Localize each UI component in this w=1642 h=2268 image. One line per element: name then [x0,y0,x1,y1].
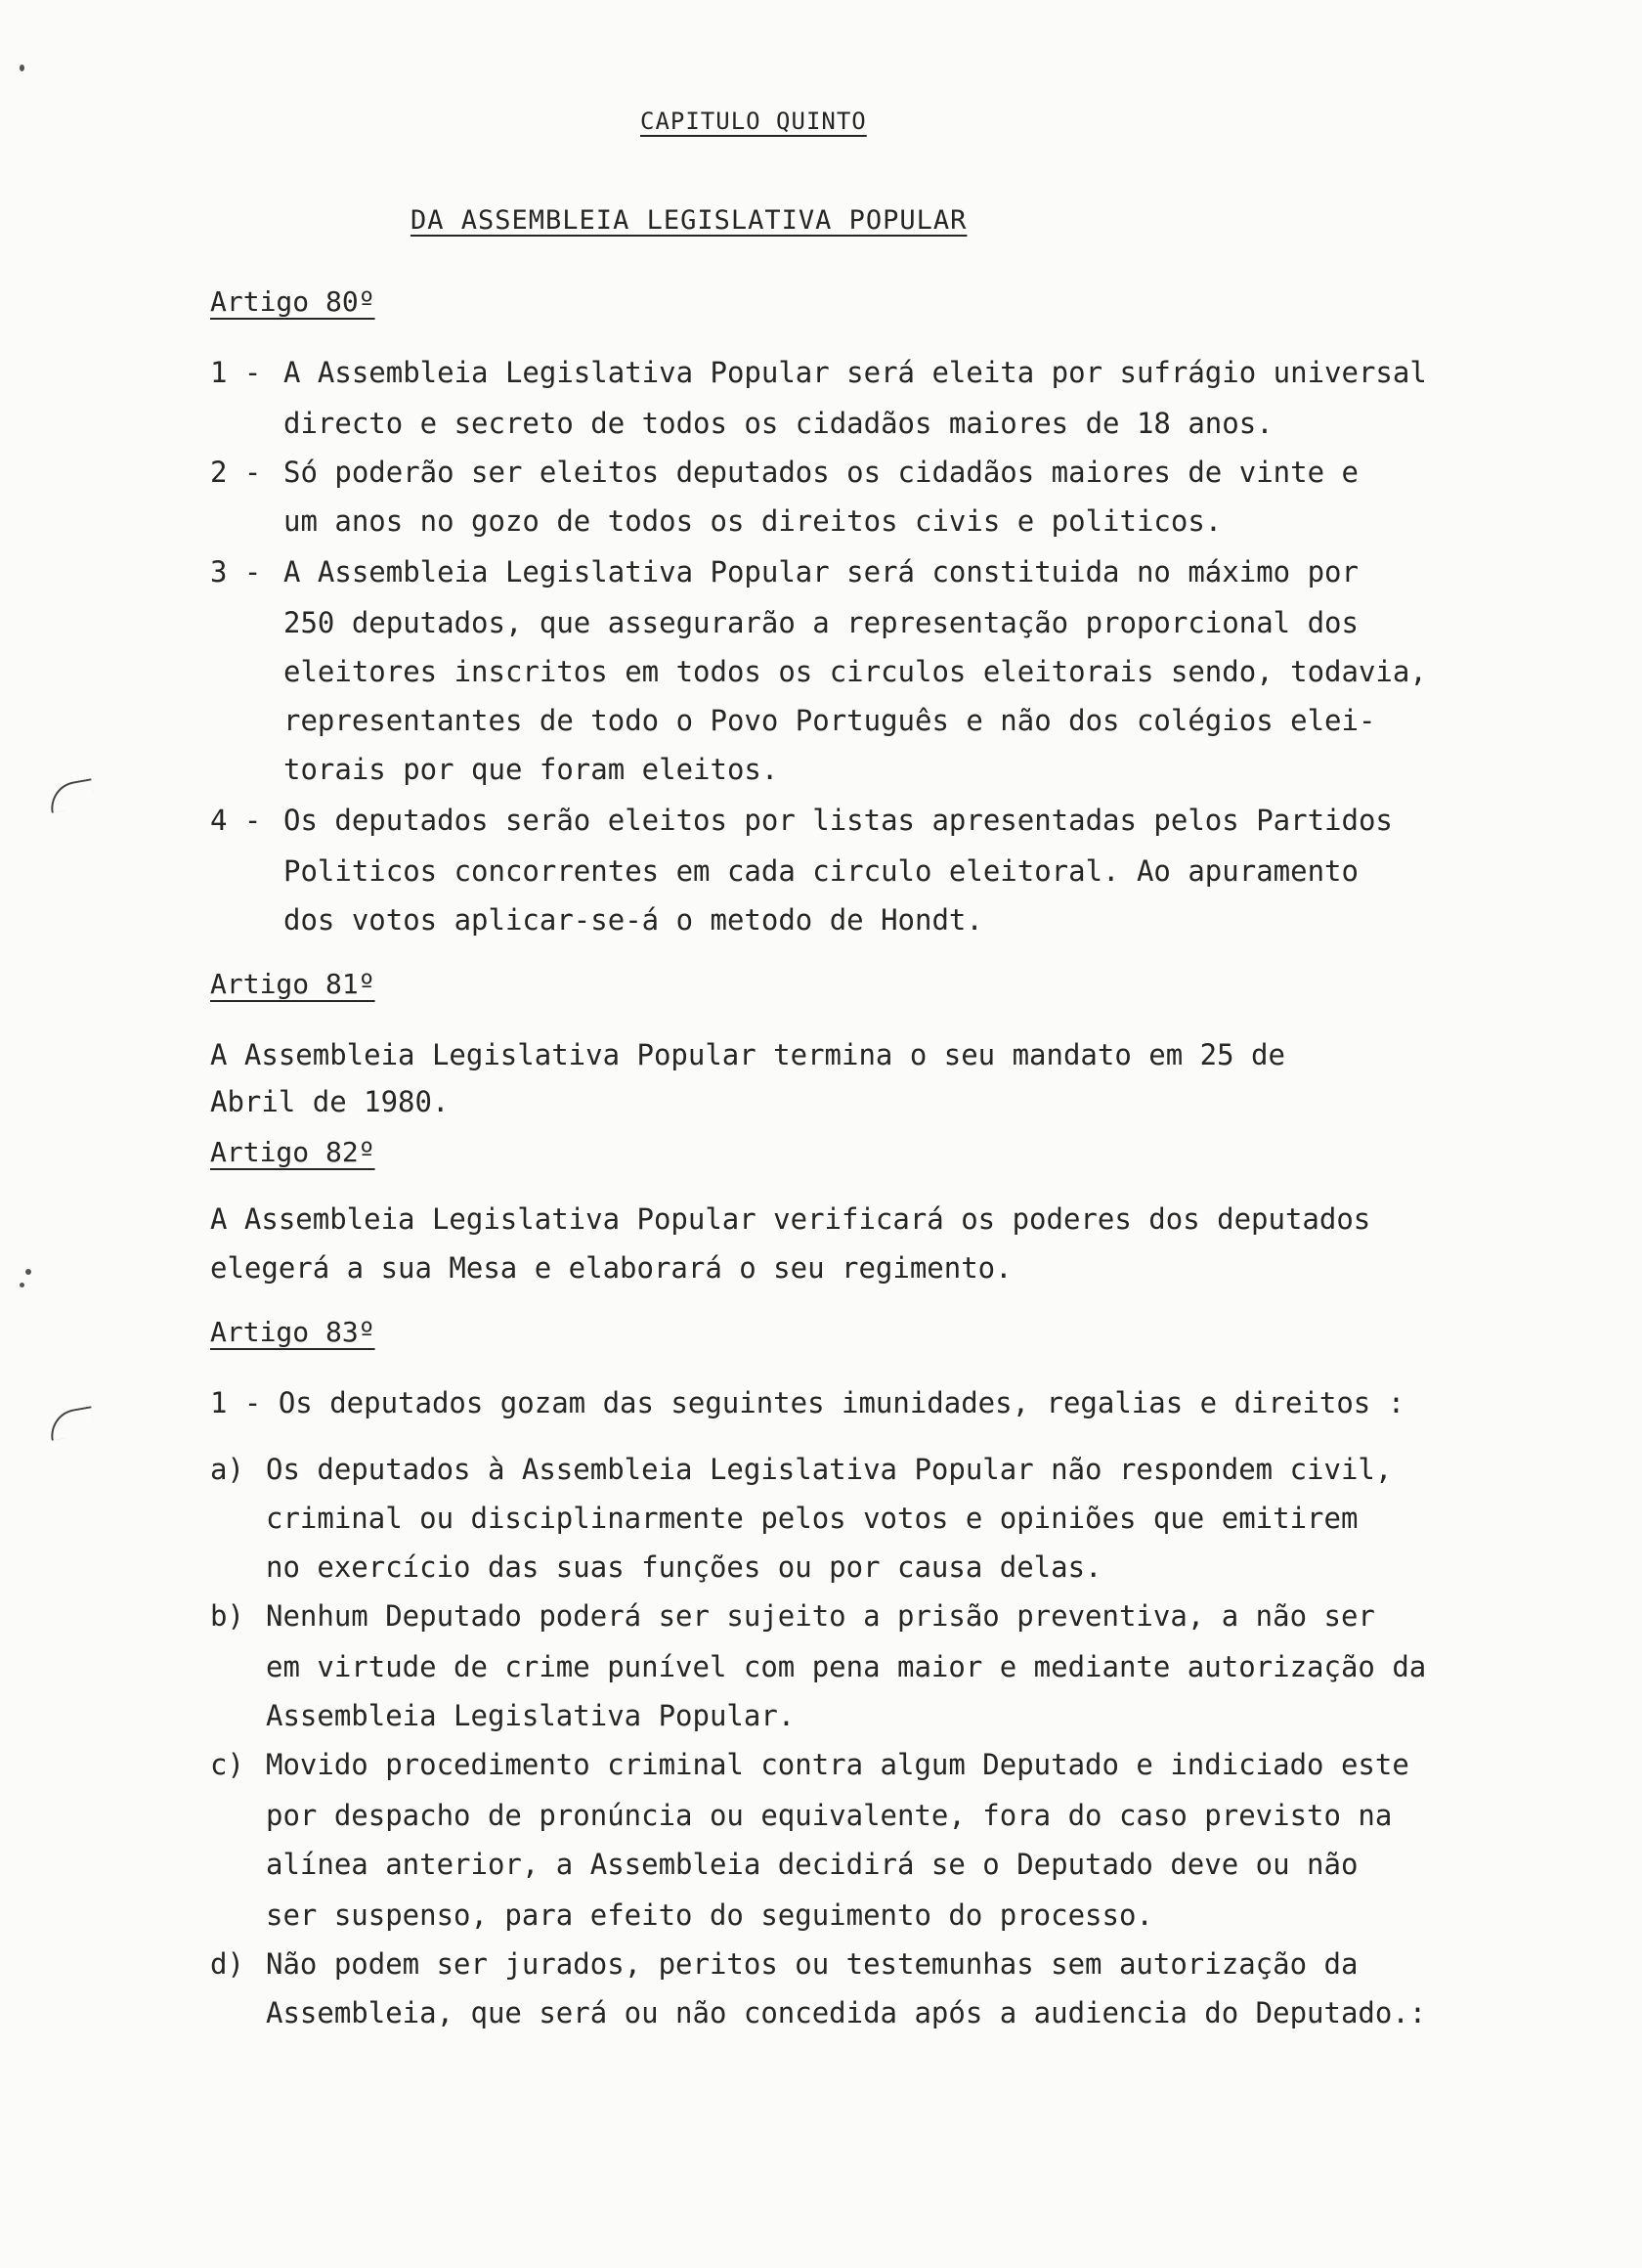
text-line: Só poderão ser eleitos deputados os cidadãos maiores de vinte e [283,456,1359,489]
text-line: A Assembleia Legislativa Popular será eleita por sufrágio universal [283,356,1427,389]
text-line: Nenhum Deputado poderá ser sujeito a prisão preventiva, a não ser [266,1599,1375,1633]
item-label: 2 - [210,456,262,489]
text-line: elegerá a sua Mesa e elaborará o seu regimento. [210,1251,1013,1285]
punch-hole-mark [47,778,96,813]
item-label: 3 - [210,555,262,589]
text-line: Assembleia Legislativa Popular. [266,1699,796,1732]
text-line: 250 deputados, que assegurarão a representação proporcional dos [283,606,1359,639]
text-line: um anos no gozo de todos os direitos civis e politicos. [283,504,1223,538]
section-title: DA ASSEMBLEIA LEGISLATIVA POPULAR [410,205,968,236]
scan-speck [20,1283,24,1287]
article-heading: Artigo 83º [210,1316,375,1348]
text-line: ser suspenso, para efeito do seguimento do processo. [266,1898,1153,1932]
punch-hole-mark [47,1406,96,1441]
article-heading: Artigo 81º [210,968,375,1000]
item-label: 4 - [210,804,262,837]
text-line: directo e secreto de todos os cidadãos maiores de 18 anos. [283,407,1274,440]
text-line: Abril de 1980. [210,1085,450,1118]
text-line: A Assembleia Legislativa Popular será constituida no máximo por [283,555,1359,589]
article-heading: Artigo 80º [210,285,375,318]
text-line: no exercício das suas funções ou por causa delas. [266,1550,1102,1584]
text-line: em virtude de crime punível com pena maior e mediante autorização da [266,1650,1427,1683]
text-line: Os deputados à Assembleia Legislativa Popular não respondem civil, [266,1453,1393,1486]
text-line: Não podem ser jurados, peritos ou testemunhas sem autorização da [266,1947,1359,1981]
text-line: por despacho de pronúncia ou equivalente, fora do caso previsto na [266,1799,1393,1832]
text-line: torais por que foram eleitos. [283,753,779,786]
item-label: b) [210,1599,244,1633]
text-line: representantes de todo o Povo Português e não dos colégios elei- [283,704,1376,737]
article-heading: Artigo 82º [210,1136,375,1168]
text-line: A Assembleia Legislativa Popular termina o seu mandato em 25 de [210,1038,1285,1071]
text-line: dos votos aplicar-se-á o metodo de Hondt. [283,903,983,937]
text-line: Movido procedimento criminal contra algum Deputado e indiciado este [266,1748,1409,1781]
chapter-title: CAPITULO QUINTO [640,108,867,135]
text-line: A Assembleia Legislativa Popular verificará os poderes dos deputados [210,1202,1371,1236]
text-line: eleitores inscritos em todos os circulos eleitorais sendo, todavia, [283,655,1427,688]
item-label: a) [210,1453,244,1486]
item-label: c) [210,1748,244,1781]
text-line: criminal ou disciplinarmente pelos votos e opiniões que emitirem [266,1502,1359,1535]
text-line: Politicos concorrentes em cada circulo eleitoral. Ao apuramento [283,854,1359,888]
scan-speck [25,1269,31,1275]
item-label: 1 - [210,356,262,389]
text-line: Assembleia, que será ou não concedida após a audiencia do Deputado.: [266,1996,1427,2029]
scan-speck [20,65,24,71]
text-line: Os deputados serão eleitos por listas apresentadas pelos Partidos [283,804,1393,837]
text-line: 1 - Os deputados gozam das seguintes imunidades, regalias e direitos : [210,1386,1405,1419]
text-line: alínea anterior, a Assembleia decidirá se o Deputado deve ou não [266,1848,1359,1881]
item-label: d) [210,1947,244,1981]
